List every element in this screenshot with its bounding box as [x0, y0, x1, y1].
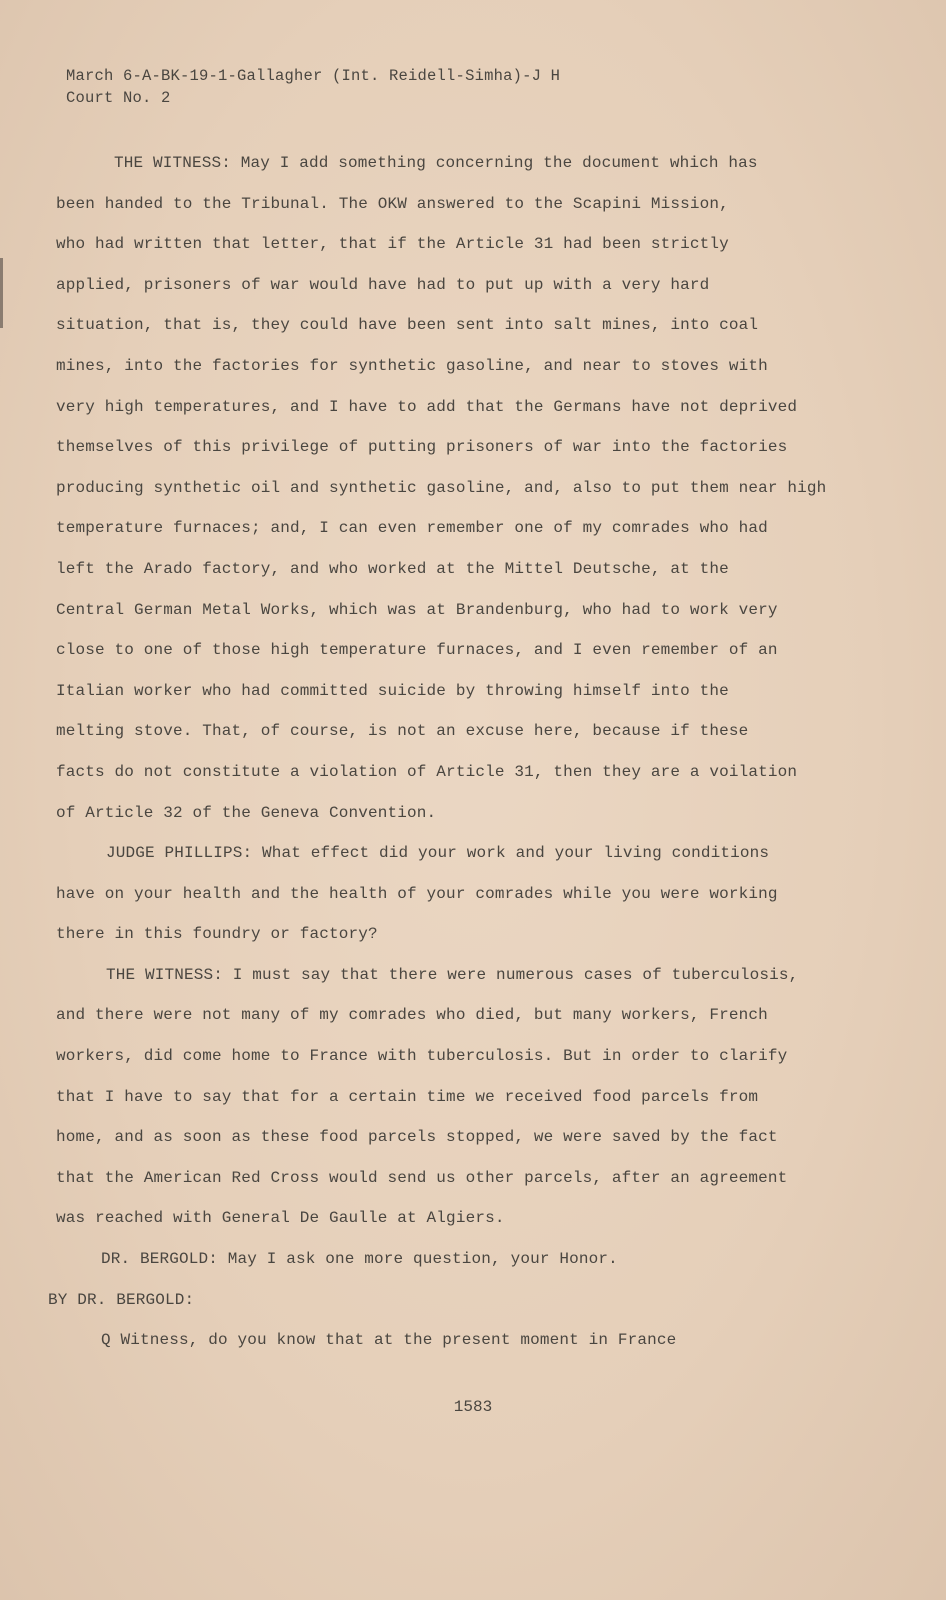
transcript-line: very high temperatures, and I have to add that the Germans have not deprived [56, 397, 798, 416]
transcript-line: applied, prisoners of war would have had to put up with a very hard [56, 275, 710, 294]
transcript-line: temperature furnaces; and, I can even remember one of my comrades who had [56, 519, 768, 538]
transcript-line: of Article 32 of the Geneva Convention. [56, 803, 437, 822]
transcript-line: facts do not constitute a violation of Article 31, then they are a voilation [56, 762, 798, 781]
transcript-line: Italian worker who had committed suicide by throwing himself into the [56, 681, 729, 700]
page-edge-mark [0, 258, 3, 328]
transcript-line: THE WITNESS: I must say that there were numerous cases of tuberculosis, [106, 965, 799, 984]
transcript-line: mines, into the factories for synthetic gasoline, and near to stoves with [56, 356, 768, 375]
transcript-line: close to one of those high temperature furnaces, and I even remember of an [56, 641, 778, 660]
transcript-line: Central German Metal Works, which was at Brandenburg, who had to work very [56, 600, 778, 619]
transcript-line: situation, that is, they could have been sent into salt mines, into coal [56, 316, 759, 335]
transcript-body [48, 143, 886, 1361]
transcript-line: was reached with General De Gaulle at Algiers. [56, 1209, 505, 1228]
transcript-line: there in this foundry or factory? [56, 925, 378, 944]
header-court-number: Court No. 2 [66, 89, 171, 107]
document-header [66, 65, 560, 109]
transcript-line: Q Witness, do you know that at the present moment in France [101, 1331, 677, 1350]
transcript-line: BY DR. BERGOLD: [48, 1290, 195, 1309]
transcript-line: been handed to the Tribunal. The OKW answered to the Scapini Mission, [56, 194, 729, 213]
transcript-line: melting stove. That, of course, is not an excuse here, because if these [56, 722, 749, 741]
transcript-line: left the Arado factory, and who worked at the Mittel Deutsche, at the [56, 559, 729, 578]
transcript-line: themselves of this privilege of putting prisoners of war into the factories [56, 438, 788, 457]
page-number: 1583 [453, 1398, 493, 1416]
transcript-line: THE WITNESS: May I add something concerning the document which has [114, 154, 758, 172]
transcript-line: producing synthetic oil and synthetic gasoline, and, also to put them near high [56, 478, 827, 497]
transcript-line: have on your health and the health of your comrades while you were working [56, 884, 778, 903]
header-case-reference: March 6-A-BK-19-1-Gallagher (Int. Reidell-Simha)-J H [66, 67, 561, 85]
transcript-line: JUDGE PHILLIPS: What effect did your work and your living conditions [106, 844, 770, 863]
transcript-line: and there were not many of my comrades who died, but many workers, French [56, 1006, 768, 1025]
transcript-line: that I have to say that for a certain time we received food parcels from [56, 1087, 759, 1106]
transcript-line: workers, did come home to France with tuberculosis. But in order to clarify [56, 1047, 788, 1066]
transcript-line: DR. BERGOLD: May I ask one more question, your Honor. [101, 1250, 618, 1269]
transcript-line: home, and as soon as these food parcels stopped, we were saved by the fact [56, 1128, 778, 1147]
transcript-line: who had written that letter, that if the Article 31 had been strictly [56, 235, 729, 254]
transcript-line: that the American Red Cross would send us other parcels, after an agreement [56, 1168, 788, 1187]
